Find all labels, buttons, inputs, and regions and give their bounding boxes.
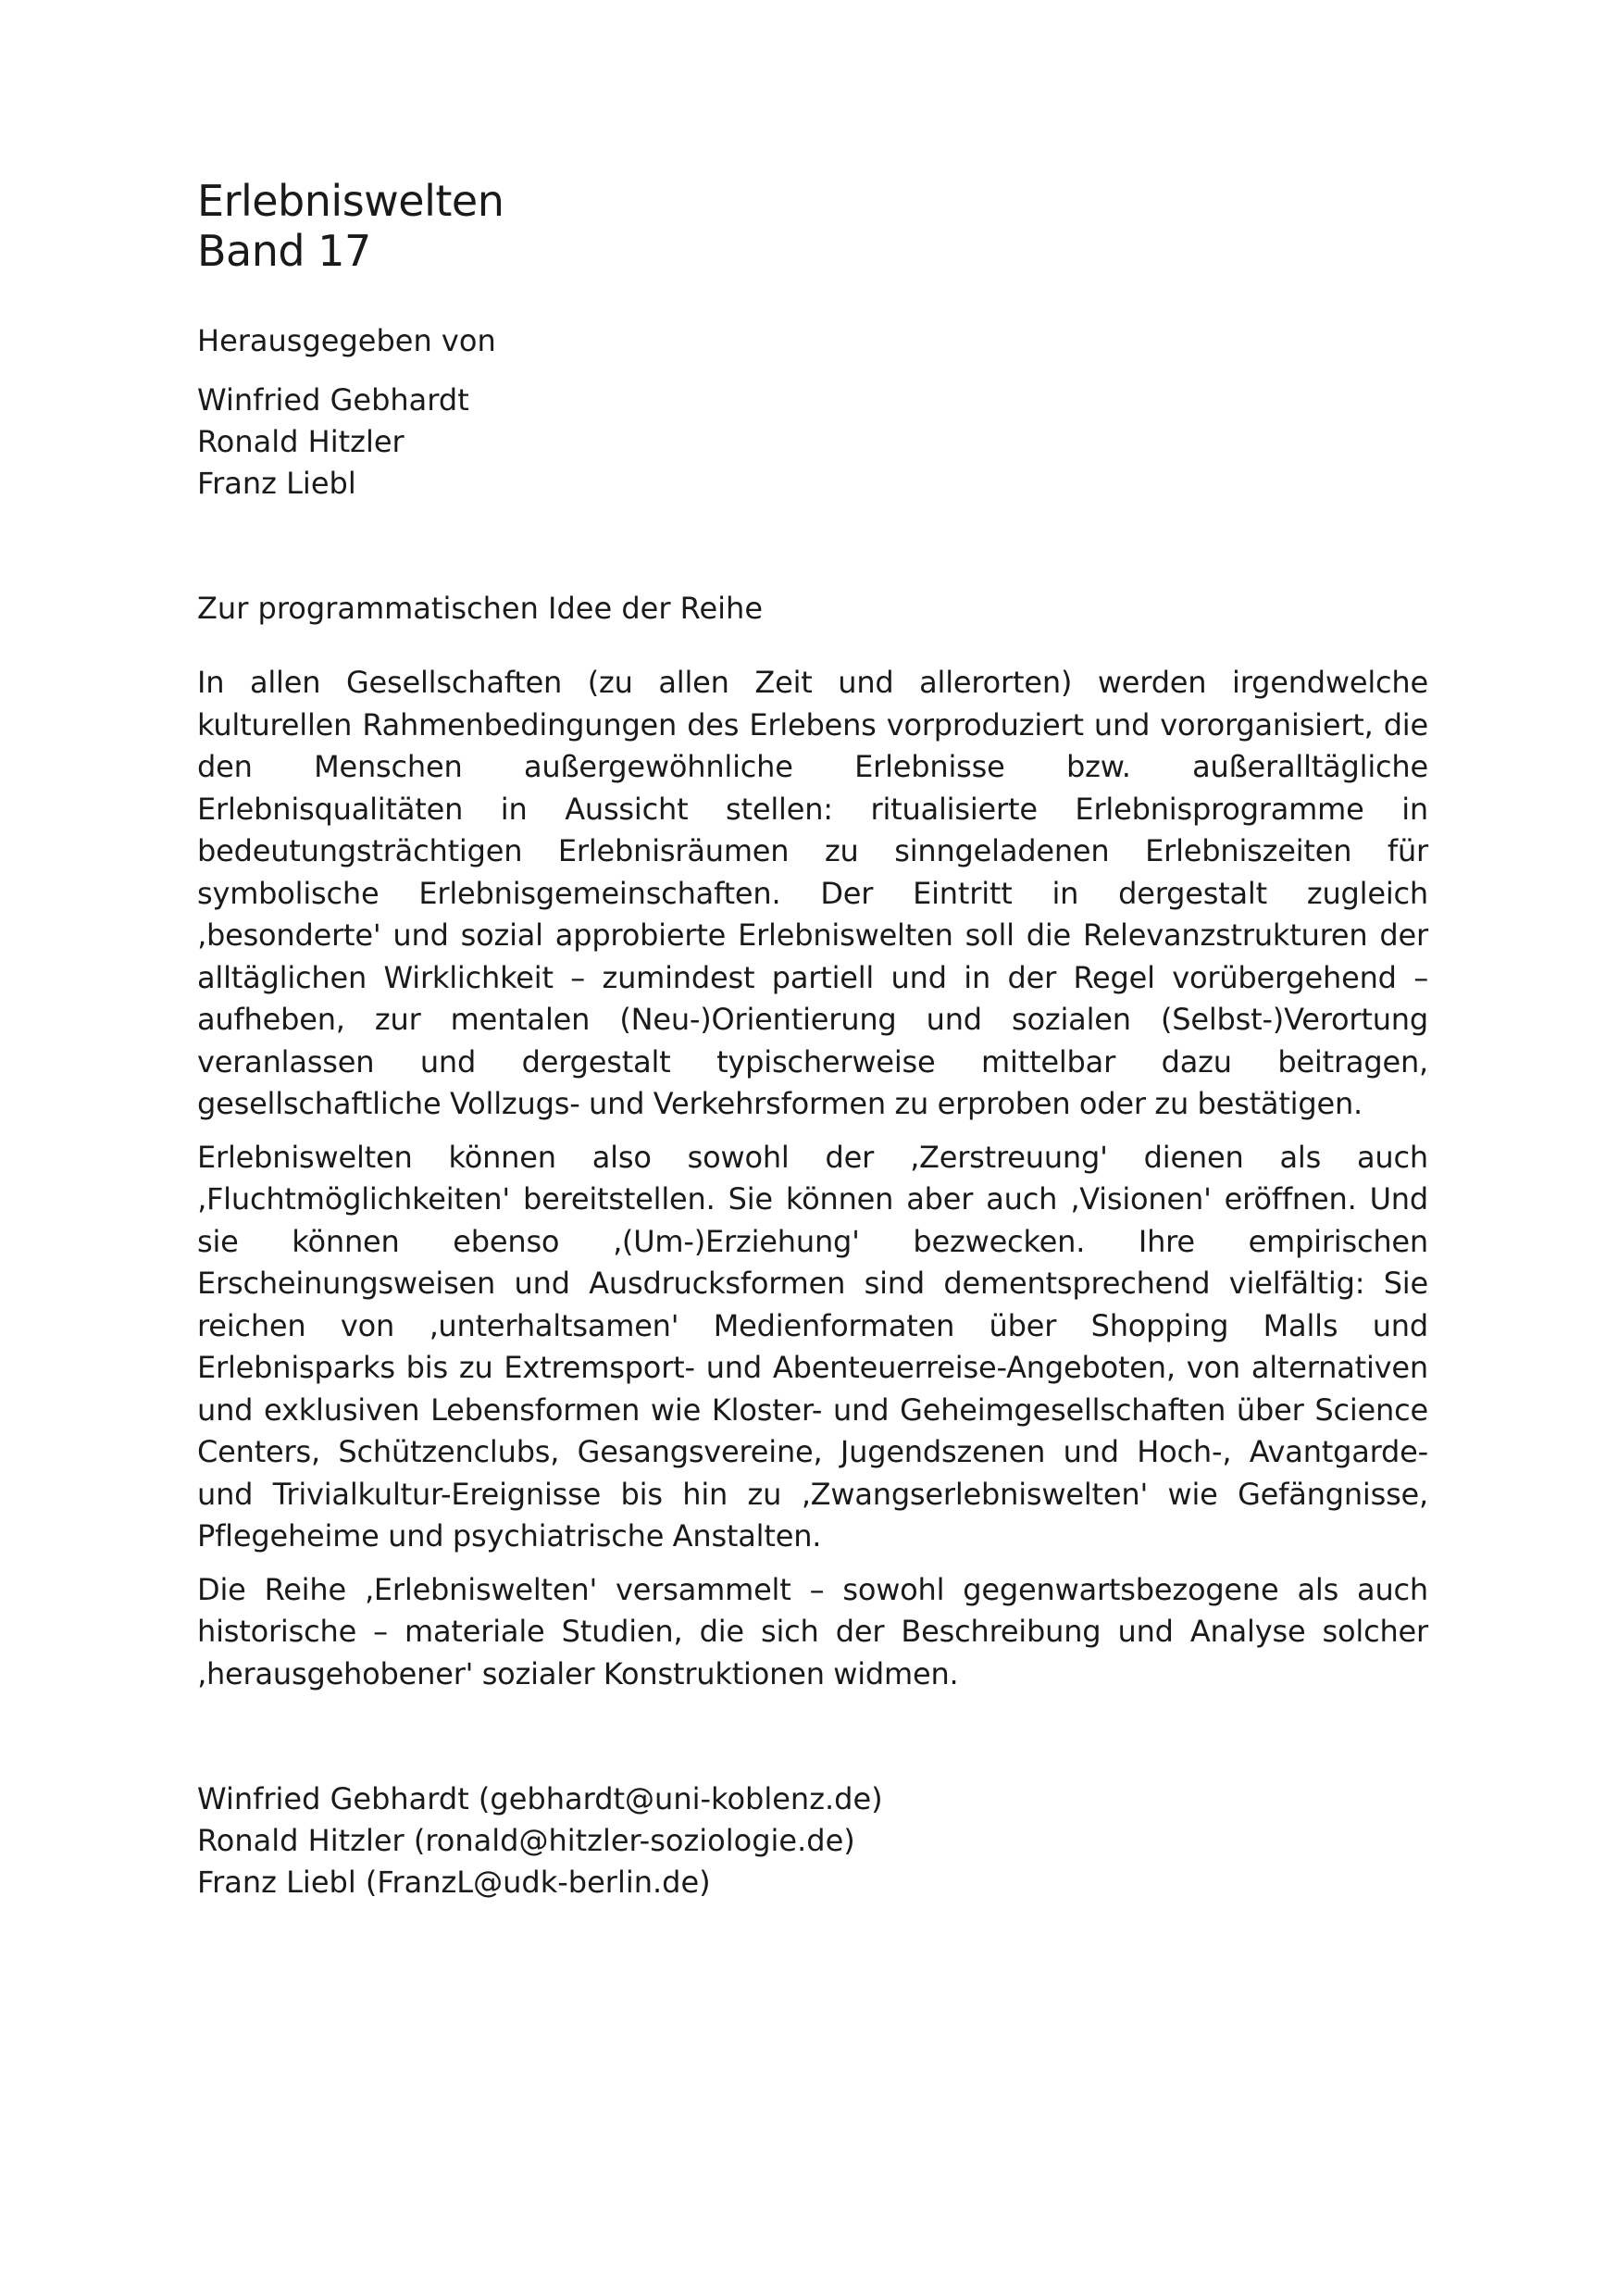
- editor-contact: Franz Liebl (FranzL@udk-berlin.de): [197, 1865, 711, 1900]
- series-title: [197, 176, 1428, 276]
- editor-name: Winfried Gebhardt: [197, 382, 469, 418]
- series-volume: Band 17: [197, 226, 371, 276]
- editor-contacts: [197, 1778, 1428, 1903]
- programme-heading: Zur programmatischen Idee der Reihe: [197, 591, 763, 626]
- book-page: [197, 176, 1428, 1903]
- programme-paragraph: Die Reihe ‚Erlebniswelten' versammelt – sowohl gegenwartsbezogene als auch historische – materiale Studien, die sich der Beschreibung und Analyse solcher ‚herausgehobener' sozialer Konstruktionen widmen.: [197, 1571, 1428, 1691]
- programme-paragraph: In allen Gesellschaften (zu allen Zeit und allerorten) werden irgendwelche kulturellen Rahmenbedingungen des Erlebens vorproduziert und vororganisiert, die den Menschen außergewöhnliche Erlebnisse bzw. außeralltägliche Erlebnisqualitäten in Aussicht stellen: ritualisierte Erlebnisprogramme in bedeutungsträchtigen Erlebnisräumen zu sinngeladenen Erlebniszeiten für symbolische Erlebnisgemeinschaften. Der Eintritt in dergestalt zugleich ‚besonderte' und sozial approbierte Erlebniswelten soll die Relevanzstrukturen der alltäglichen Wirklichkeit – zumindest partiell und in der Regel vorübergehend – aufheben, zur mentalen (Neu-)Orientierung und sozialen (Selbst-)Verortung veranlassen und dergestalt typischerweise mittelbar dazu beitragen, gesellschaftliche Vollzugs- und Verkehrsformen zu erproben oder zu bestätigen.: [197, 665, 1428, 1121]
- series-name: Erlebniswelten: [197, 176, 504, 226]
- programme-paragraph: Erlebniswelten können also sowohl der ‚Zerstreuung' dienen als auch ‚Fluchtmöglichkeiten' bereitstellen. Sie können aber auch ‚Visionen' eröffnen. Und sie können ebenso ‚(Um-)Erziehung' bezwecken. Ihre empirischen Erscheinungsweisen und Ausdrucksformen sind dementsprechend vielfältig: Sie reichen von ‚unterhaltsamen' Medienformaten über Shopping Malls und Erlebnisparks bis zu Extremsport- und Abenteuerreise-Angeboten, von alternativen und exklusiven Lebensformen wie Kloster- und Geheimgesellschaften über Science Centers, Schützenclubs, Gesangsvereine, Jugendszenen und Hoch-, Avantgarde- und Trivialkultur-Ereignisse bis hin zu ‚Zwangserlebniswelten' wie Gefängnisse, Pflegeheime und psychiatrische Anstalten.: [197, 1139, 1428, 1554]
- editor-list: [197, 380, 1428, 505]
- editor-contact: Winfried Gebhardt (gebhardt@uni-koblenz.de): [197, 1781, 883, 1816]
- editor-name: Ronald Hitzler: [197, 424, 404, 459]
- editor-contact: Ronald Hitzler (ronald@hitzler-soziologie.de): [197, 1823, 855, 1858]
- editors-label: Herausgegeben von: [197, 323, 496, 358]
- editor-name: Franz Liebl: [197, 466, 356, 501]
